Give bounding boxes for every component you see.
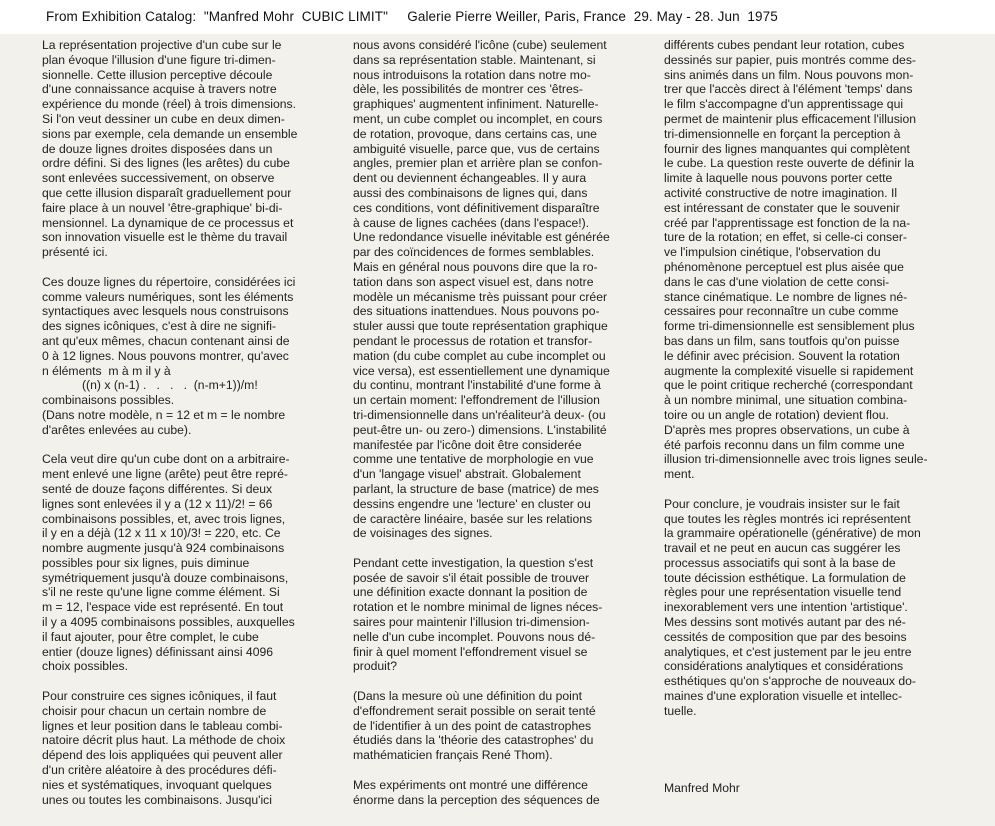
text-line: entier (douze lignes) définissant ainsi 4096	[42, 644, 274, 659]
text-line: aussi des combinaisons de lignes qui, dans	[353, 185, 588, 200]
text-line: symétriquement jusqu'à douze combinaisons,	[42, 570, 289, 585]
text-column-1	[42, 38, 318, 807]
text-line: d'une connaissance acquise à travers notre	[42, 82, 277, 97]
text-line: Mes expériments ont montré une différence	[353, 777, 588, 792]
text-line: de caractère linéaire, basée sur les relations	[353, 511, 593, 526]
text-line: ve l'impulsion cinétique, l'observation du	[664, 245, 881, 260]
text-line: comme une tentative de morphologie en vue	[353, 452, 594, 467]
text-line: il y en a déjà (12 x 11 x 10)/3! = 220, etc. Ce	[42, 526, 281, 541]
text-line: à un nombre minimal, une situation combina-	[664, 393, 908, 408]
text-line: la grammaire opérationelle (générative) de mon	[664, 526, 921, 541]
text-line: syntactiques avec lesquels nous construisons	[42, 304, 289, 319]
text-line: toute décission esthétique. La formulation de	[664, 570, 906, 585]
text-line: par des coïncidences de formes semblables.	[353, 245, 595, 260]
text-line: nombre augmente jusqu'à 924 combinaisons	[42, 541, 285, 556]
text-line: considérations analytiques et considérations	[664, 659, 904, 674]
text-line: Une redondance visuelle inévitable est générée	[353, 230, 610, 245]
text-line: un certain moment: l'effondrement de l'illusion	[353, 393, 600, 408]
text-line: nies et systématiques, invoquant quelques	[42, 777, 272, 792]
text-line: mation (du cube complet au cube incomplet ou	[353, 348, 606, 363]
text-line: modèle un mécanisme très puissant pour créer	[353, 289, 608, 304]
text-line: dans le cas d'une violation de cette consi-	[664, 274, 890, 289]
text-line: limite à laquelle nous pouvons porter cette	[664, 171, 893, 186]
text-line: de douze lignes droites disposées dans un	[42, 141, 273, 156]
text-line: lignes sont enlevées il y a (12 x 11)/2! = 66	[42, 496, 273, 511]
text-line: du continu, montrant l'instabilité d'une forme à	[353, 378, 601, 393]
text-line: Mes dessins sont motivés autant par des né-	[664, 615, 906, 630]
text-line: stuler aussi que toute représentation graphique	[353, 319, 608, 334]
text-line: finir à quel moment l'effondrement visuel se	[353, 644, 588, 659]
text-line: bas dans un film, sans toutfois qu'on puisse	[664, 333, 900, 348]
text-line: (Dans notre modèle, n = 12 et m = le nombre	[42, 407, 286, 422]
text-line: dèle, les possibilités de montrer ces 'êtres-	[353, 82, 583, 97]
text-line: des signes icôniques, c'est à dire ne signifi-	[42, 319, 277, 334]
text-line: 0 à 12 lignes. Nous pouvons montrer, qu'avec	[42, 348, 289, 363]
text-line: pendant le processus de rotation et transfor-	[353, 333, 593, 348]
text-line: ture de la rotation; en effet, si celle-ci conser-	[664, 230, 907, 245]
text-line: il faut ajouter, pour être complet, le cube	[42, 629, 259, 644]
text-line: unes ou toutes les combinaisons. Jusqu'ici	[42, 792, 272, 807]
text-line: faire place à un nouvel 'être-graphique' bi-di-	[42, 200, 283, 215]
text-line: vice versa), est essentiellement une dynamique	[353, 363, 610, 378]
text-line: le cube. La question reste ouverte de définir la	[664, 156, 915, 171]
text-line: illusion tri-dimensionnelle avec trois lignes seule-	[664, 452, 928, 467]
text-line: D'après mes propres observations, un cube à	[664, 422, 910, 437]
text-line: lignes et leur position dans le tableau combi-	[42, 718, 283, 733]
text-line: permet de maintenir plus efficacement l'illusion	[664, 111, 917, 126]
text-line: produit?	[353, 659, 398, 674]
text-line: de l'identifier à un des point de catastrophes	[353, 718, 592, 733]
text-line: processus associatifs qui sont à la base de	[664, 555, 896, 570]
catalog-header: From Exhibition Catalog: "Manfred Mohr CUBIC LIMIT" Galerie Pierre Weiller, Paris, France 29. May - 28. Jun 1975	[46, 9, 778, 24]
text-line: son innovation visuelle est le thème du travail	[42, 230, 288, 245]
text-line: peut-être un- ou zero-) dimensions. L'instabilité	[353, 422, 607, 437]
text-line: dessins engendre une 'lecture' en cluster ou	[353, 496, 591, 511]
text-line: dépend des lois appliquées qui peuvent aller	[42, 748, 283, 763]
text-line: dent ou deviennent échangeables. Il y aura	[353, 171, 587, 186]
text-line: cessaires pour reconnaître un cube comme	[664, 304, 899, 319]
text-line: plan évoque l'illusion d'une figure tri-dimen-	[42, 52, 276, 67]
text-line: senté de douze façons différentes. Si deux	[42, 481, 273, 496]
text-line: ambiguité visuelle, parce que, vus de certains	[353, 141, 600, 156]
text-line: forme tri-dimensionnelle est sensiblement plus	[664, 319, 915, 334]
text-line: une définition exacte donnant la position de	[353, 585, 588, 600]
text-line: règles pour une représentation visuelle tend	[664, 585, 902, 600]
text-line: Pendant cette investigation, la question s'est	[353, 555, 594, 570]
text-line: tri-dimensionnelle en forçant la perception à	[664, 126, 901, 141]
author-signature: Manfred Mohr	[664, 781, 740, 795]
text-line: ment, un cube complet ou incomplet, en cours	[353, 111, 603, 126]
text-line: de rotation, provoque, dans certains cas, une	[353, 126, 597, 141]
text-line: est intéressant de constater que le souvenir	[664, 200, 900, 215]
text-line: inexorablement vers une intention 'artistique'.	[664, 600, 908, 615]
text-line: combinaisons possibles, et, avec trois lignes,	[42, 511, 286, 526]
paragraph	[664, 497, 944, 719]
header-bar	[0, 0, 995, 34]
text-line: le film s'accompagne d'un apprentissage qui	[664, 97, 904, 112]
text-line: Cela veut dire qu'un cube dont on a arbitraire-	[42, 452, 290, 467]
paragraph	[664, 38, 944, 482]
text-line: rotation et le nombre minimal de lignes néces-	[353, 600, 603, 615]
text-line: sions par exemple, cela demande un ensemble	[42, 126, 298, 141]
text-line: que le point critique recherché (correspondant	[664, 378, 913, 393]
text-line: présenté ici.	[42, 245, 108, 260]
paragraph	[353, 556, 629, 674]
text-line: d'un critère aléatoire à des procédures défi-	[42, 763, 277, 778]
text-line: dans sa représentation stable. Maintenant, si	[353, 52, 596, 67]
text-line: angles, premier plan et arrière plan se confon-	[353, 156, 603, 171]
text-line: ces conditions, vont définitivement disparaître	[353, 200, 600, 215]
text-line: fournir des lignes manquantes qui complètent	[664, 141, 910, 156]
text-line: manifestée par l'icône doit être considerée	[353, 437, 582, 452]
text-line: sont enlevées successivement, on observe	[42, 171, 275, 186]
text-line: mensionnel. La dynamique de ce processus et	[42, 215, 294, 230]
paragraph	[353, 38, 629, 541]
text-line: comme valeurs numériques, sont les éléments	[42, 289, 294, 304]
text-line: ment enlevé une ligne (arête) peut être repré-	[42, 467, 288, 482]
text-line: parlant, la structure de base (matrice) de mes	[353, 481, 599, 496]
paragraph	[353, 778, 629, 808]
text-line: augmente la complexité visuelle si rapidement	[664, 363, 914, 378]
text-line: choisir pour chacun un certain nombre de	[42, 703, 267, 718]
text-line: (Dans la mesure où une définition du point	[353, 689, 582, 704]
text-line: toire ou un angle de rotation) devient flou.	[664, 407, 889, 422]
text-line: s'il ne reste qu'une ligne comme élément. Si	[42, 585, 280, 600]
text-line: posée de savoir s'il était possible de trouver	[353, 570, 590, 585]
text-line: Mais en général nous pouvons dire que la ro-	[353, 259, 598, 274]
paragraph	[42, 689, 318, 807]
text-line: il y a 4095 combinaisons possibles, auxquelles	[42, 615, 295, 630]
text-line: tri-dimensionnelle dans un'réaliteur'à deux- (ou	[353, 407, 606, 422]
text-line: ant qu'eux mêmes, chacun contenant ainsi de	[42, 333, 290, 348]
text-line: créé par l'apprentissage est fonction de la na-	[664, 215, 911, 230]
text-line: m = 12, l'espace vide est représenté. En tout	[42, 600, 284, 615]
text-line: choix possibles.	[42, 659, 129, 674]
text-line: saires pour maintenir l'illusion tri-dimension-	[353, 615, 590, 630]
text-line: nelle d'un cube incomplet. Pouvons nous dé-	[353, 629, 596, 644]
text-line: esthétiques qu'on s'approche de nouveaux do-	[664, 674, 916, 689]
text-line: Pour conclure, je voudrais insister sur le fait	[664, 496, 900, 511]
text-line: été parfois reconnu dans un film comme une	[664, 437, 905, 452]
text-line: énorme dans la perception des séquences de	[353, 792, 600, 807]
text-line: combinaisons possibles.	[42, 393, 175, 408]
text-line: travail et ne peut en aucun cas suggérer les	[664, 541, 901, 556]
paragraph	[42, 452, 318, 674]
text-column-3	[664, 38, 944, 719]
text-line: graphiques' augmentent infiniment. Naturelle-	[353, 97, 599, 112]
text-line: à cause de lignes cachées (dans l'espace!).	[353, 215, 590, 230]
text-line: trer que l'accès direct à l'élément 'temps' dans	[664, 82, 913, 97]
text-line: mathématicien français René Thom).	[353, 748, 553, 763]
text-line: maines d'une exploration visuelle et intellec-	[664, 689, 903, 704]
text-line: expérience du monde (réel) à trois dimensions.	[42, 97, 297, 112]
text-line: d'arêtes enlevées au cube).	[42, 422, 192, 437]
text-line: natoire décrit plus haut. La méthode de choix	[42, 733, 286, 748]
text-line: n éléments m à m il y à	[42, 363, 171, 378]
text-line: Si l'on veut dessiner un cube en deux dimen-	[42, 111, 285, 126]
text-line: que cette illusion disparaît graduellement pour	[42, 185, 292, 200]
text-line: activité constructive de notre imagination. Il	[664, 185, 898, 200]
text-line: sionnelle. Cette illusion perceptive découle	[42, 67, 273, 82]
text-line: différents cubes pendant leur rotation, cubes	[664, 38, 905, 52]
text-line: analytiques, et c'est justement par le jeu entre	[664, 644, 912, 659]
text-line: que toutes les règles montrés ici représentent	[664, 511, 911, 526]
paragraph	[42, 38, 318, 260]
text-line: nous introduisons la rotation dans notre mo-	[353, 67, 591, 82]
text-line: le définir avec précision. Souvent la rotation	[664, 348, 900, 363]
text-line: La représentation projective d'un cube sur le	[42, 38, 282, 52]
text-line: sins animés dans un film. Nous pouvons mon-	[664, 67, 914, 82]
text-line: dessinés sur papier, puis montrés comme des-	[664, 52, 916, 67]
text-line: Pour construire ces signes icôniques, il faut	[42, 689, 277, 704]
text-line: ordre défini. Si des lignes (les arêtes) du cube	[42, 156, 290, 171]
text-line: étudiés dans la 'théorie des catastrophes' du	[353, 733, 594, 748]
text-line: tation dans son aspect visuel est, dans notre	[353, 274, 594, 289]
paragraph	[42, 275, 318, 438]
text-line: ((n) x (n-1) . . . . (n-m+1))/m!	[82, 378, 258, 393]
text-line: possibles pour six lignes, puis diminue	[42, 555, 250, 570]
text-line: ment.	[664, 467, 695, 482]
text-line: tuelle.	[664, 703, 697, 718]
text-line: des situations inattendues. Nous pouvons po-	[353, 304, 600, 319]
text-line: nous avons considéré l'icône (cube) seulement	[353, 38, 607, 52]
text-line: stance cinématique. Le nombre de lignes né-	[664, 289, 908, 304]
text-line: phénomènone perceptuel est plus aisée que	[664, 259, 904, 274]
text-column-2	[353, 38, 629, 807]
text-line: Ces douze lignes du répertoire, considérées ici	[42, 274, 296, 289]
text-line: d'effondrement serait possible on serait tenté	[353, 703, 596, 718]
text-line: cessités de composition que par des besoins	[664, 629, 907, 644]
text-line: d'un 'langage visuel' abstrait. Globalement	[353, 467, 581, 482]
text-line: de voisinages des signes.	[353, 526, 493, 541]
paragraph	[353, 689, 629, 763]
